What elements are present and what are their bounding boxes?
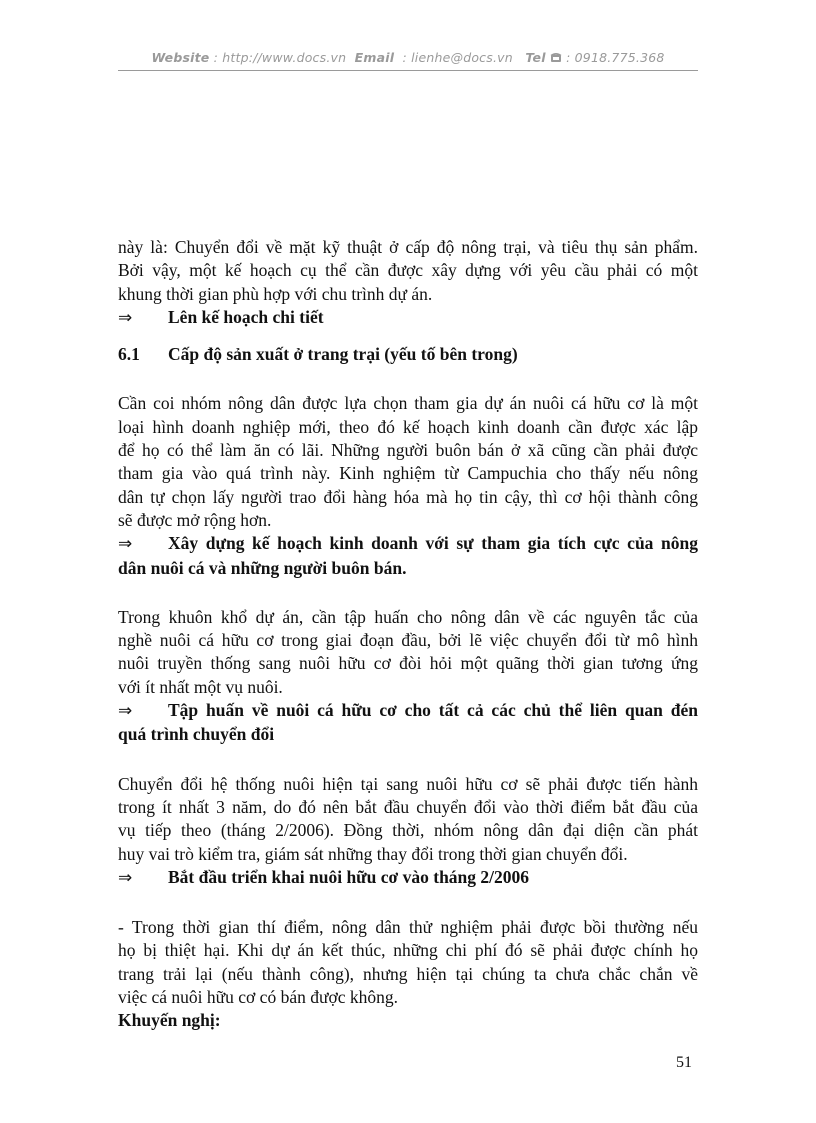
arrow-icon: ⇒ <box>118 701 133 722</box>
section-title: Cấp độ sản xuất ở trang trại (yếu tố bên trong) <box>168 344 518 365</box>
text-line: nuôi truyền thống sang nuôi hữu cơ đòi hỏi một quãng thời gian tương ứng <box>118 653 698 674</box>
text-line: Bởi vậy, một kế hoạch cụ thể cần được xây dựng với yêu cầu phải có một <box>118 260 698 281</box>
page-number: 51 <box>676 1054 692 1071</box>
website-value[interactable]: : http://www.docs.vn <box>213 50 347 65</box>
email-label: Email <box>354 50 395 65</box>
text-line: nghề nuôi cá hữu cơ trong giai đoạn đầu, bởi lẽ việc chuyển đổi từ mô hình <box>118 630 698 651</box>
text-line: với ít nhất một vụ nuôi. <box>118 676 283 697</box>
text-line: để họ có thể làm ăn có lãi. Những người buôn bán ở xã cũng cần phải được <box>118 440 698 461</box>
tel-value: : 0918.775.368 <box>566 50 665 65</box>
text-line: Trong khuôn khổ dự án, cần tập huấn cho nông dân về các nguyên tắc của <box>118 606 698 627</box>
action-point-3 <box>118 699 698 747</box>
section-heading <box>118 343 698 366</box>
page-header <box>0 50 816 66</box>
recommendation-heading: Khuyến nghị: <box>118 1010 221 1031</box>
text-line: vụ tiếp theo (tháng 2/2006). Đồng thời, nhóm nông dân đại diện cần phát <box>118 820 698 841</box>
text-line: Chuyển đổi hệ thống nuôi hiện tại sang nuôi hữu cơ sẽ phải được tiến hành <box>118 773 698 794</box>
section-number: 6.1 <box>118 344 140 365</box>
action-point-text: Bắt đầu triển khai nuôi hữu cơ vào tháng 2/2006 <box>168 866 530 887</box>
paragraph-3 <box>118 773 698 866</box>
text-line: khung thời gian phù hợp với chu trình dự án. <box>118 283 433 304</box>
text-line: huy vai trò kiểm tra, giám sát những thay đổi trong thời gian chuyển đổi. <box>118 843 628 864</box>
action-point-text: quá trình chuyển đổi <box>118 724 275 745</box>
text-line: loại hình doanh nghiệp mới, theo đó kế hoạch kinh doanh cần được xác lập <box>118 416 698 437</box>
paragraph-2 <box>118 606 698 699</box>
text-line: sẽ được mở rộng hơn. <box>118 509 272 530</box>
action-point-1 <box>118 306 698 330</box>
text-line: Cần coi nhóm nông dân được lựa chọn tham gia dự án nuôi cá hữu cơ là một <box>118 393 698 414</box>
text-line: - Trong thời gian thí điểm, nông dân thử nghiệm phải được bồi thường nếu <box>118 917 698 938</box>
email-value[interactable]: : lienhe@docs.vn <box>402 50 513 65</box>
action-point-text: dân nuôi cá và những người buôn bán. <box>118 557 407 578</box>
arrow-icon: ⇒ <box>118 867 133 888</box>
text-line: họ bị thiệt hại. Khi dự án kết thúc, những chi phí đó sẽ phải được chính họ <box>118 940 698 961</box>
text-line: trong ít nhất 3 năm, do đó nên bắt đầu chuyển đổi vào thời điểm bắt đầu của <box>118 796 698 817</box>
paragraph-1 <box>118 392 698 532</box>
text-line: này là: Chuyển đổi về mặt kỹ thuật ở cấp độ nông trại, và tiêu thụ sản phẩm. <box>118 237 698 257</box>
document-body <box>118 236 698 1033</box>
intro-paragraph <box>118 236 698 306</box>
phone-icon <box>550 51 562 66</box>
action-point-4 <box>118 866 698 890</box>
arrow-icon: ⇒ <box>118 534 133 555</box>
action-point-text: Lên kế hoạch chi tiết <box>168 306 324 327</box>
text-line: việc cá nuôi hữu cơ có bán được không. <box>118 987 398 1008</box>
text-line: dân tự chọn lấy người trao đổi hàng hóa mà họ tin cậy, thì cơ hội thành công <box>118 486 698 507</box>
action-point-2 <box>118 532 698 580</box>
arrow-icon: ⇒ <box>118 307 133 328</box>
action-point-text: Tập huấn về nuôi cá hữu cơ cho tất cả các chủ thể liên quan đén <box>168 700 698 721</box>
paragraph-4 <box>118 916 698 1009</box>
website-label: Website <box>151 50 210 65</box>
text-line: trang trải lại (nếu thành công), nhưng hiện tại chúng ta chưa chắc chắn về <box>118 963 698 984</box>
tel-label: Tel <box>525 50 546 65</box>
header-divider <box>118 70 698 71</box>
text-line: tham gia vào quá trình này. Kinh nghiệm từ Campuchia cho thấy nếu nông <box>118 463 698 484</box>
action-point-text: Xây dựng kế hoạch kinh doanh với sự tham gia tích cực của nông <box>168 533 698 554</box>
